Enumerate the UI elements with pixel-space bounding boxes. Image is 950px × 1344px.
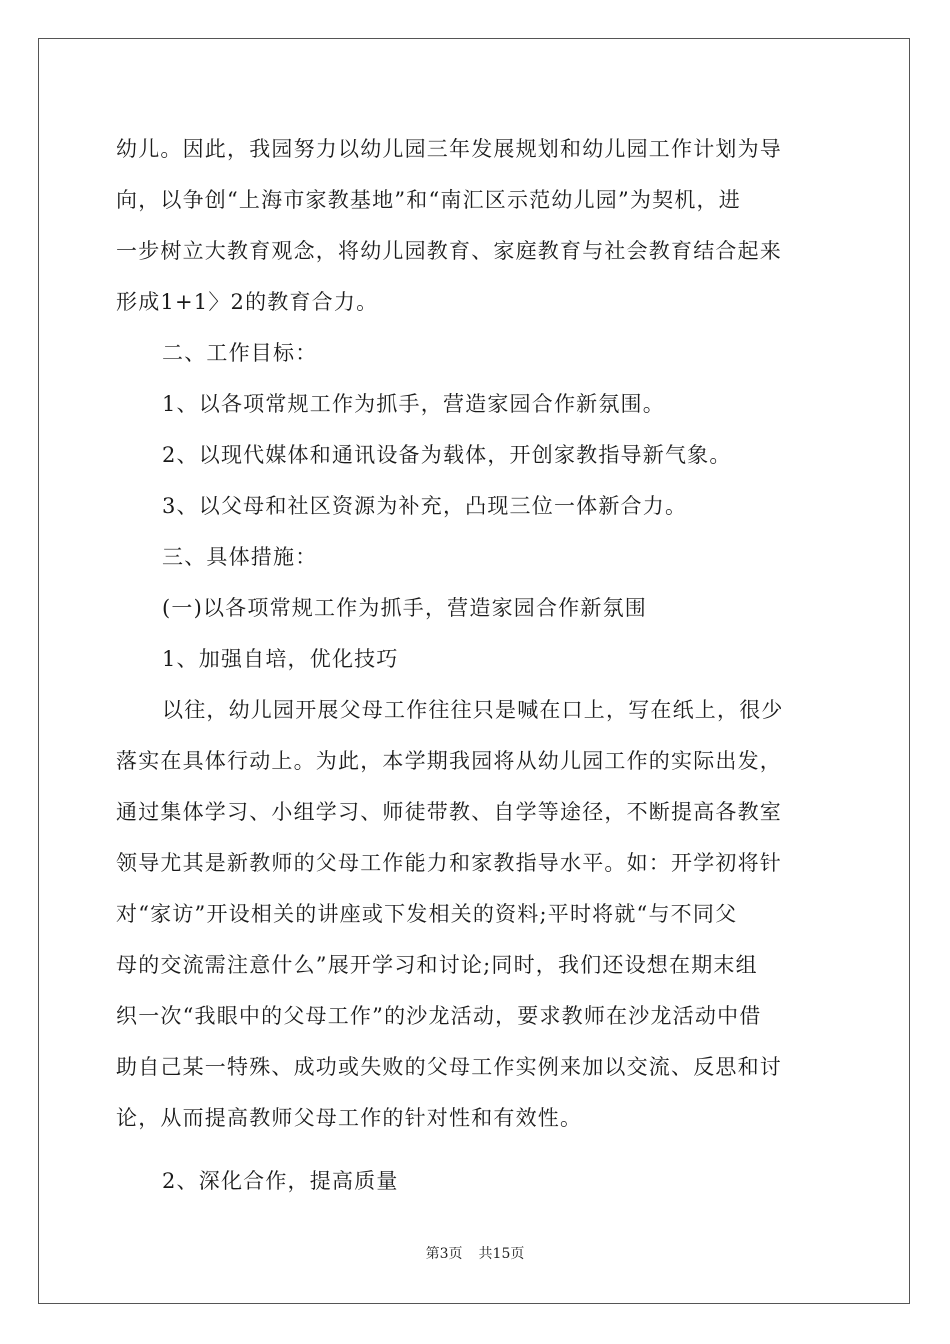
- page-number: 第3页: [425, 1246, 463, 1262]
- list-item: 2、深化合作，提高质量: [162, 1169, 399, 1193]
- list-item: 2、以现代媒体和通讯设备为载体，开创家教指导新气象。: [162, 443, 732, 467]
- list-item: 1、以各项常规工作为抓手，营造家园合作新氛围。: [162, 392, 665, 416]
- list-item: 1、加强自培，优化技巧: [162, 647, 399, 671]
- document-body: [116, 124, 832, 1207]
- page-total: 共15页: [478, 1246, 525, 1262]
- text-line: 领导尤其是新教师的父母工作能力和家教指导水平。如：开学初将针: [116, 851, 782, 875]
- section-heading: 二、工作目标：: [162, 341, 318, 365]
- list-item: 3、以父母和社区资源为补充，凸现三位一体新合力。: [162, 494, 688, 518]
- subsection-heading: (一)以各项常规工作为抓手，营造家园合作新氛围: [162, 596, 647, 620]
- text-line: 论，从而提高教师父母工作的针对性和有效性。: [116, 1106, 583, 1130]
- body-text: [116, 124, 832, 1207]
- text-line: 通过集体学习、小组学习、师徒带教、自学等途径，不断提高各教室: [116, 800, 782, 824]
- text-line: 一步树立大教育观念，将幼儿园教育、家庭教育与社会教育结合起来: [116, 239, 782, 263]
- text-line: 织一次“我眼中的父母工作”的沙龙活动，要求教师在沙龙活动中借: [116, 1004, 762, 1028]
- text-line: 向，以争创“上海市家教基地”和“南汇区示范幼儿园”为契机，进: [116, 188, 741, 212]
- text-line: 助自己某一特殊、成功或失败的父母工作实例来加以交流、反思和讨: [116, 1055, 782, 1079]
- text-line: 幼儿。因此，我园努力以幼儿园三年发展规划和幼儿园工作计划为导: [116, 137, 782, 161]
- text-line: 对“家访”开设相关的讲座或下发相关的资料;平时将就“与不同父: [116, 902, 738, 926]
- text-line: 落实在具体行动上。为此，本学期我园将从幼儿园工作的实际出发，: [116, 749, 782, 773]
- section-heading: 三、具体措施：: [162, 545, 318, 569]
- page-footer: [0, 1243, 950, 1263]
- text-line: 形成1+1〉2的教育合力。: [116, 290, 379, 314]
- text-line: 以往，幼儿园开展父母工作往往只是喊在口上，写在纸上，很少: [162, 698, 784, 722]
- text-line: 母的交流需注意什么”展开学习和讨论;同时，我们还设想在期末组: [116, 953, 758, 977]
